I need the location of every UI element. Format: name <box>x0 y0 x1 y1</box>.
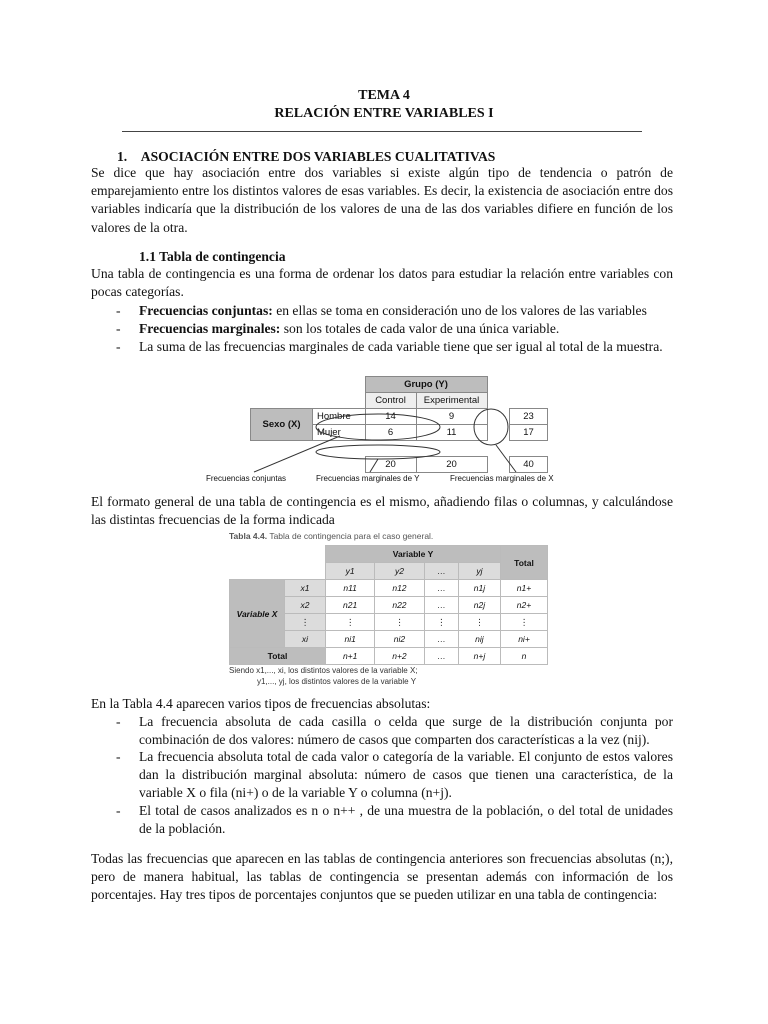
table-cell: 14 <box>365 409 416 425</box>
subsection-heading: 1.1 Tabla de contingencia <box>139 249 286 264</box>
table-cell: n12 <box>375 580 424 597</box>
tema-heading: TEMA 4 <box>358 88 410 103</box>
list-dash: - <box>116 749 121 764</box>
list-item <box>116 338 673 356</box>
table-footnote: Siendo x1,..., xi, los distintos valores de la variable X; <box>229 666 418 675</box>
table-cell: … <box>424 631 458 648</box>
list-text: La frecuencia absoluta de cada casilla o celda que surge de la distribución conjunta por combinación de dos valores: número de casos que comparten dos características a la vez (nij). <box>139 714 673 748</box>
figure-caption: Frecuencias conjuntas <box>206 474 287 483</box>
table-cell: ⋮ <box>458 614 500 631</box>
frequency-types-intro: En la Tabla 4.4 aparecen varios tipos de frecuencias absolutas: <box>91 696 431 711</box>
table-cell: 9 <box>416 409 487 425</box>
col-total: 20 <box>416 457 487 473</box>
list-dash: - <box>116 303 121 318</box>
section-number: 1. <box>117 149 128 164</box>
pointer-line <box>254 436 340 472</box>
figure-caption: Frecuencias marginales de X <box>450 474 554 483</box>
contingency-figure <box>200 376 570 488</box>
total-header: Total <box>501 546 548 580</box>
list-dash: - <box>116 803 121 818</box>
page-title: RELACIÓN ENTRE VARIABLES I <box>274 106 494 121</box>
list-term: Frecuencias conjuntas: <box>139 303 273 318</box>
variable-x-header: Variable X <box>230 580 285 648</box>
list-item <box>116 748 673 803</box>
y-head: y2 <box>375 563 424 580</box>
table-cell: n22 <box>375 597 424 614</box>
marginal-x-ellipse <box>474 409 508 445</box>
annotation-overlay <box>200 376 570 488</box>
table-cell: ni1 <box>326 631 375 648</box>
x-head: xi <box>285 631 326 648</box>
row-total: ⋮ <box>501 614 548 631</box>
x-head: x2 <box>285 597 326 614</box>
section-title: ASOCIACIÓN ENTRE DOS VARIABLES CUALITATIVAS <box>140 149 496 164</box>
table-cell: … <box>424 580 458 597</box>
figure-caption: Frecuencias marginales de Y <box>316 474 420 483</box>
row-label: Hombre <box>313 409 366 425</box>
list-text: son los totales de cada valor de una única variable. <box>280 321 560 336</box>
general-format-paragraph: El formato general de una tabla de contingencia es el mismo, añadiendo filas o columnas, y calculándose las distintas frecuencias de la forma indicada <box>91 494 673 528</box>
list-item <box>116 713 673 749</box>
col-total: n+1 <box>326 648 375 665</box>
pointer-line <box>370 459 378 472</box>
table-footnote: y1,..., yj, los distintos valores de la variable Y <box>257 677 417 686</box>
table-cell: 6 <box>365 425 416 441</box>
table-cell: nij <box>458 631 500 648</box>
row-total: 23 <box>510 409 548 425</box>
table-cell: ni2 <box>375 631 424 648</box>
title-divider <box>122 131 642 132</box>
table-cell: n1j <box>458 580 500 597</box>
table-cell: ⋮ <box>424 614 458 631</box>
grand-total: 40 <box>510 457 548 473</box>
table-cell: n11 <box>326 580 375 597</box>
general-table-figure <box>229 531 549 693</box>
y-head: yj <box>458 563 500 580</box>
table-cell: … <box>424 597 458 614</box>
joint-freq-ellipse <box>316 414 440 440</box>
list-text: La suma de las frecuencias marginales de cada variable tiene que ser igual al total de la muestra. <box>139 339 663 354</box>
closing-paragraph: Todas las frecuencias que aparecen en las tablas de contingencia anteriores son frecuencias absolutas (n;), pero de manera habitual, las tablas de contingencia se presentan además con información de los porcentajes. Hay tres tipos de porcentajes conjuntos que se pueden utilizar en una tabla de contingencia: <box>91 851 673 903</box>
pointer-line <box>496 445 516 472</box>
section-heading <box>117 149 495 165</box>
row-total: ni+ <box>501 631 548 648</box>
list-term: Frecuencias marginales: <box>139 321 281 336</box>
col-header: Control <box>365 393 416 409</box>
marginal-y-ellipse <box>316 445 440 459</box>
list-text: El total de casos analizados es n o n++ , de una muestra de la población, o del total de unidades de la población. <box>139 803 673 837</box>
row-total: 17 <box>510 425 548 441</box>
col-total: n+2 <box>375 648 424 665</box>
col-total: 20 <box>365 457 416 473</box>
table-cell: ⋮ <box>375 614 424 631</box>
list-item <box>116 320 673 338</box>
x-head: ⋮ <box>285 614 326 631</box>
list-dash: - <box>116 714 121 729</box>
row-label: Mujer <box>313 425 366 441</box>
col-header: Experimental <box>416 393 487 409</box>
table-caption-text: Tabla de contingencia para el caso general. <box>267 531 434 541</box>
table-caption-number: Tabla 4.4. <box>229 531 268 541</box>
variable-y-header: Variable Y <box>326 546 501 563</box>
section-paragraph: Se dice que hay asociación entre dos variables si existe algún tipo de tendencia o patrón de emparejamiento entre los distintos valores de esas variables. Es decir, la existencia de asociación entre dos variables indicaría que la distribución de los valores de una de las dos variables difiere en función de los valores de la otra. <box>91 165 673 235</box>
table-cell: 11 <box>416 425 487 441</box>
y-head: y1 <box>326 563 375 580</box>
table-cell: n2j <box>458 597 500 614</box>
table-caption <box>229 531 549 541</box>
col-total: n+j <box>458 648 500 665</box>
list-item <box>116 802 673 838</box>
x-head: x1 <box>285 580 326 597</box>
subsection-intro: Una tabla de contingencia es una forma de ordenar los datos para estudiar la relación entre variables con pocas categorías. <box>91 266 673 300</box>
table-cell: n21 <box>326 597 375 614</box>
total-row-label: Total <box>230 648 326 665</box>
list-dash: - <box>116 321 121 336</box>
row-total: n2+ <box>501 597 548 614</box>
list-item <box>116 302 673 320</box>
grand-total: n <box>501 648 548 665</box>
list-text: en ellas se toma en consideración uno de los valores de las variables <box>272 303 647 318</box>
group-header: Grupo (Y) <box>365 377 487 393</box>
general-contingency-table <box>229 545 548 665</box>
row-variable-label: Sexo (X) <box>251 409 313 441</box>
list-text: La frecuencia absoluta total de cada valor o categoría de la variable. El conjunto de estos valores dan la distribución marginal absoluta: número de casos que tienen una característica, de la variable X o fila (ni+) o de la variable Y o columna (n+j). <box>139 749 673 801</box>
col-total: … <box>424 648 458 665</box>
table-cell: ⋮ <box>326 614 375 631</box>
list-dash: - <box>116 339 121 354</box>
y-head: … <box>424 563 458 580</box>
row-total: n1+ <box>501 580 548 597</box>
